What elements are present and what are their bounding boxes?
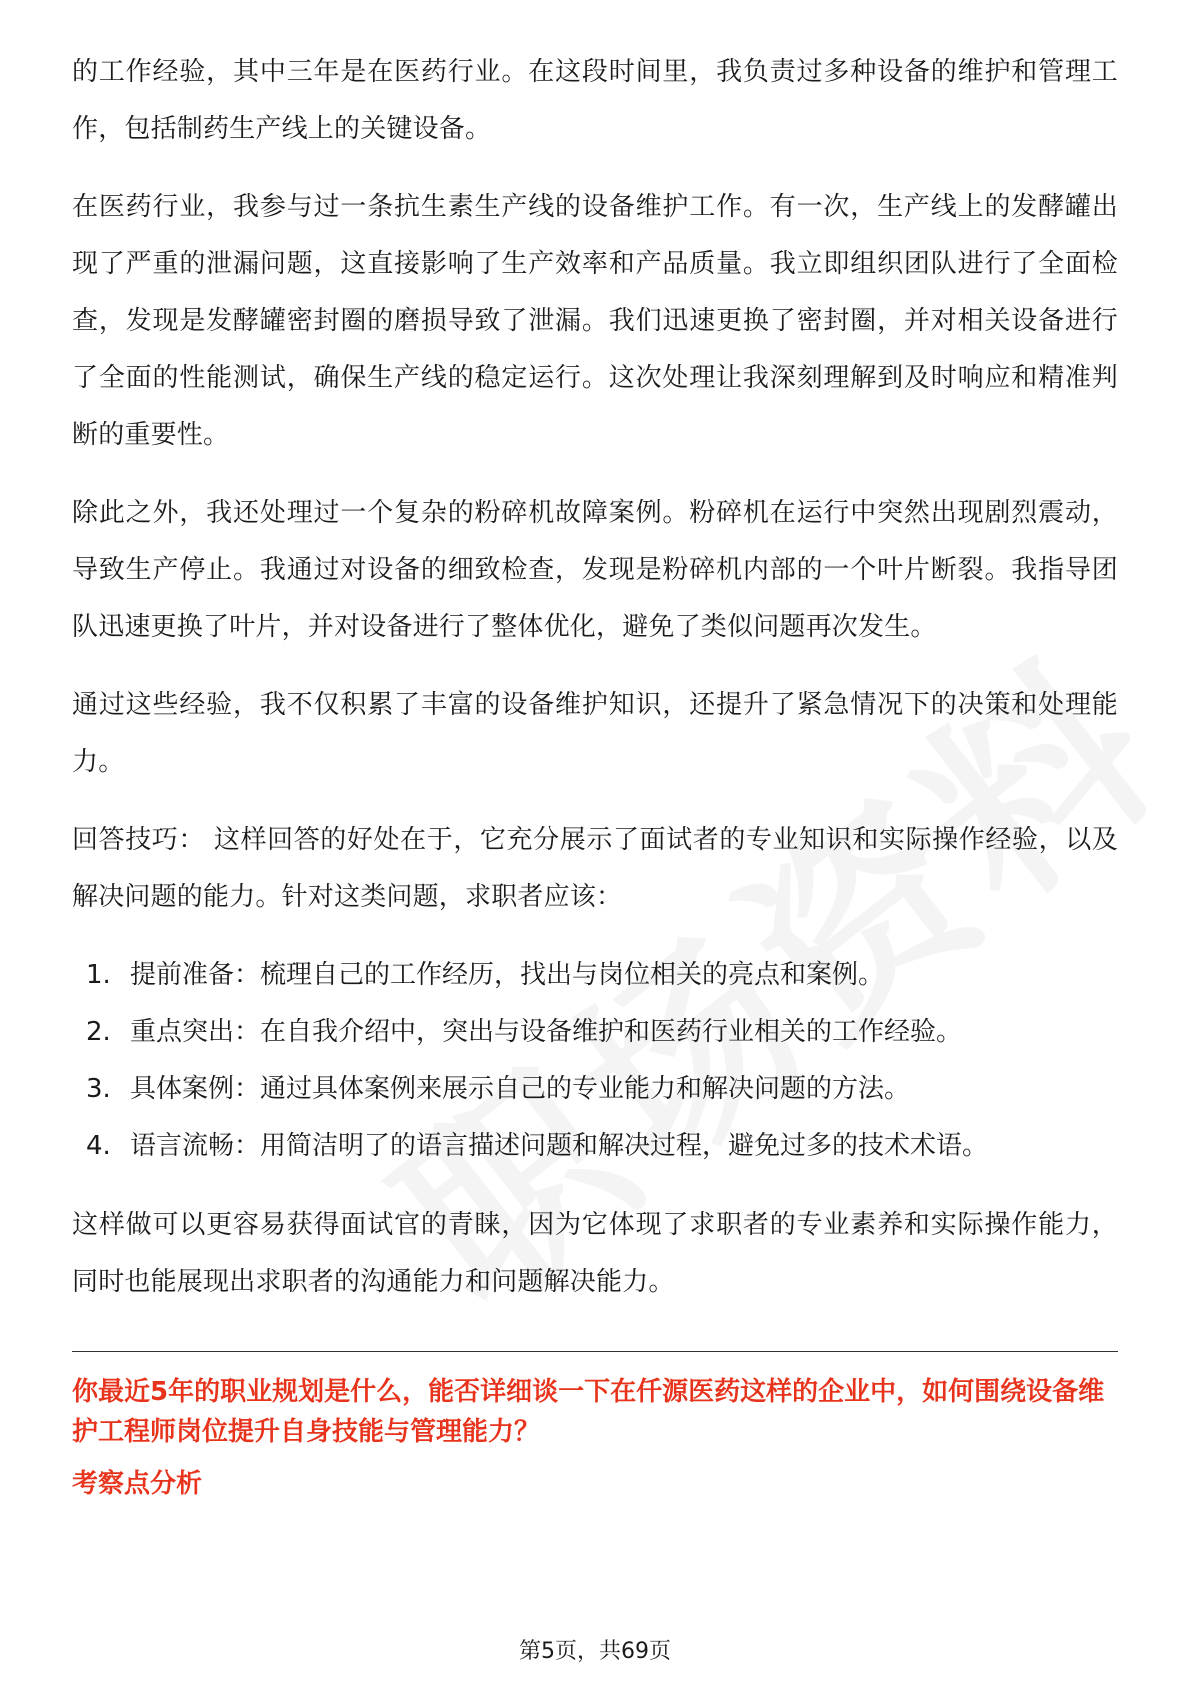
page-footer: 第5页，共69页 [519,1639,671,1664]
paragraph-conclusion: 这样做可以更容易获得面试官的青睐，因为它体现了求职者的专业素养和实际操作能力，同时也能展现出求职者的沟通能力和问题解决能力。 [72,1210,1118,1297]
document-body [72,44,1118,1504]
tips-list [72,947,1118,1175]
list-number: 1. [86,960,111,990]
list-text: 提前准备：梳理自己的工作经历，找出与岗位相关的亮点和案例。 [130,960,885,990]
analysis-heading: 考察点分析 [72,1469,203,1499]
paragraph-fermenter-case: 在医药行业，我参与过一条抗生素生产线的设备维护工作。有一次，生产线上的发酵罐出现了严重的泄漏问题，这直接影响了生产效率和产品质量。我立即组织团队进行了全面检查，发现是发酵罐密封圈的磨损导致了泄漏。我们迅速更换了密封圈，并对相关设备进行了全面的性能测试，确保生产线的稳定运行。这次处理让我深刻理解到及时响应和精准判断的重要性。 [72,192,1118,450]
paragraph-answer-tips: 回答技巧： 这样回答的好处在于，它充分展示了面试者的专业知识和实际操作经验，以及解决问题的能力。针对这类问题，求职者应该： [72,825,1118,912]
list-item [86,1004,1118,1061]
paragraph-summary: 通过这些经验，我不仅积累了丰富的设备维护知识，还提升了紧急情况下的决策和处理能力。 [72,690,1118,777]
paragraph-experience-intro: 的工作经验，其中三年是在医药行业。在这段时间里，我负责过多种设备的维护和管理工作，包括制药生产线上的关键设备。 [72,57,1118,144]
list-item [86,1118,1118,1175]
list-number: 3. [86,1074,111,1104]
next-question-heading: 你最近5年的职业规划是什么，能否详细谈一下在仟源医药这样的企业中，如何围绕设备维护工程师岗位提升自身技能与管理能力？ [72,1377,1105,1447]
list-number: 2. [86,1017,111,1047]
paragraph-crusher-case: 除此之外，我还处理过一个复杂的粉碎机故障案例。粉碎机在运行中突然出现剧烈震动，导致生产停止。我通过对设备的细致检查，发现是粉碎机内部的一个叶片断裂。我指导团队迅速更换了叶片，并对设备进行了整体优化，避免了类似问题再次发生。 [72,498,1118,642]
list-item [86,1061,1118,1118]
list-text: 重点突出：在自我介绍中，突出与设备维护和医药行业相关的工作经验。 [130,1017,963,1047]
list-text: 语言流畅：用简洁明了的语言描述问题和解决过程，避免过多的技术术语。 [130,1131,989,1161]
section-divider [72,1351,1118,1352]
list-text: 具体案例：通过具体案例来展示自己的专业能力和解决问题的方法。 [130,1074,911,1104]
list-number: 4. [86,1131,111,1161]
list-item [86,947,1118,1004]
